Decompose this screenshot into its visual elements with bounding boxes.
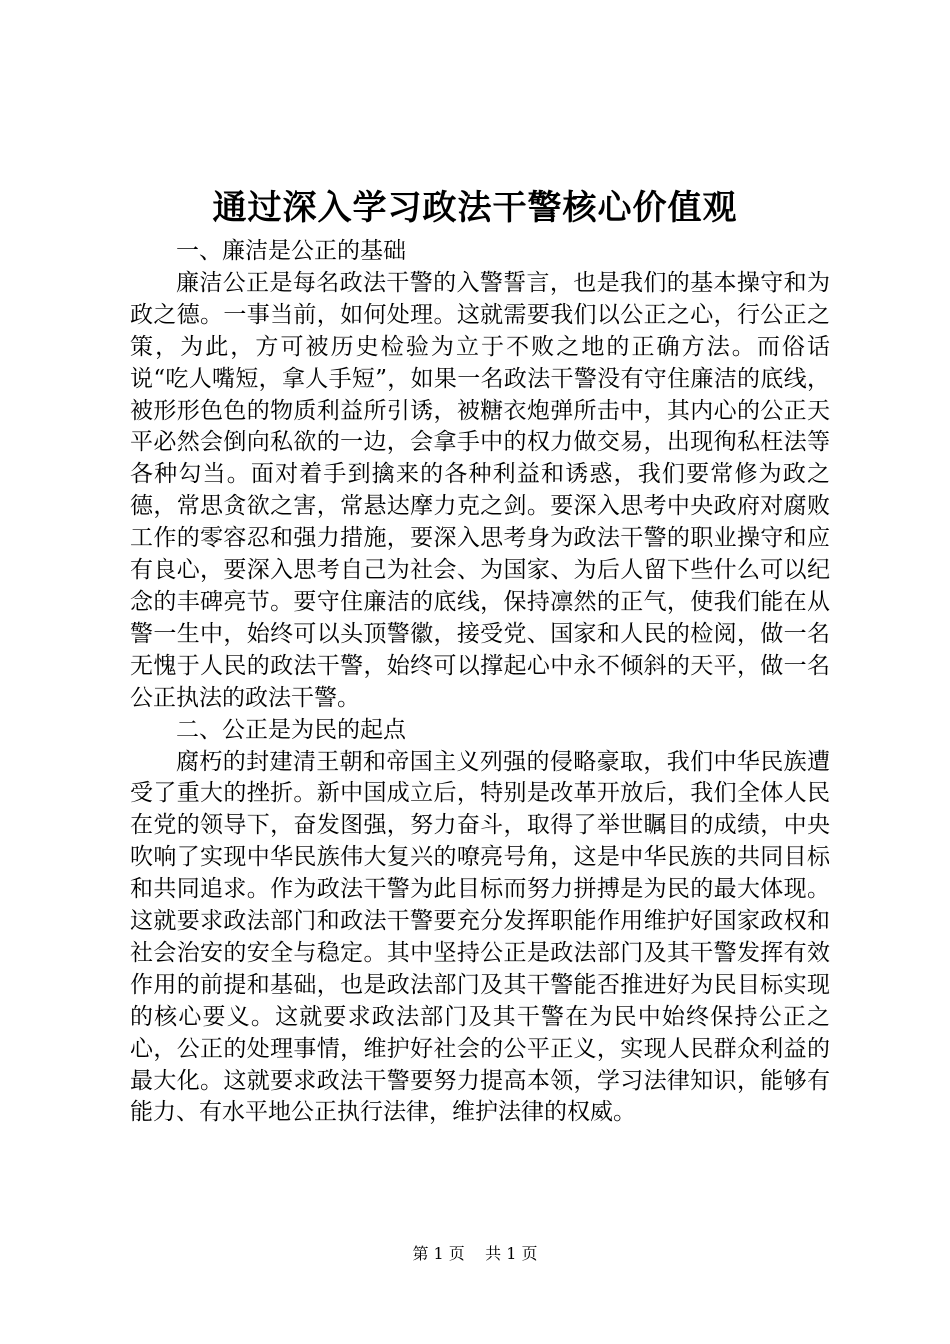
page-footer (0, 1242, 950, 1266)
section-heading-2: 二、公正是为民的起点 (176, 716, 406, 743)
total-pages: 共 1 页 (485, 1244, 538, 1263)
section-paragraph-2: 腐朽的封建清王朝和帝国主义列强的侵略豪取，我们中华民族遭受了重大的挫折。新中国成立后，特别是改革开放后，我们全体人民在党的领导下，奋发图强，努力奋斗，取得了举世瞩目的成绩，中央吹响了实现中华民族伟大复兴的嘹亮号角，这是中华民族的共同目标和共同追求。作为政法干警为此目标而努力拼搏是为民的最大体现。这就要求政法部门和政法干警要充分发挥职能作用维护好国家政权和社会治安的安全与稳定。其中坚持公正是政法部门及其干警发挥有效作用的前提和基础，也是政法部门及其干警能否推进好为民目标实现的核心要义。这就要求政法部门及其干警在为民中始终保持公正之心，公正的处理事情，维护好社会的公平正义，实现人民群众利益的最大化。这就要求政法干警要努力提高本领，学习法律知识，能够有能力、有水平地公正执行法律，维护法律的权威。 (130, 748, 830, 1126)
page-number: 第 1 页 (412, 1244, 465, 1263)
document-title: 通过深入学习政法干警核心价值观 (212, 188, 738, 228)
section-heading-1: 一、廉洁是公正的基础 (176, 238, 406, 264)
footer-separator (470, 1244, 480, 1263)
document-body (130, 236, 830, 1129)
section-paragraph-1: 廉洁公正是每名政法干警的入警誓言，也是我们的基本操守和为政之德。一事当前，如何处理。这就需要我们以公正之心，行公正之策，为此，方可被历史检验为立于不败之地的正确方法。而俗话说“吃人嘴短，拿人手短”，如果一名政法干警没有守住廉洁的底线，被形形色色的物质利益所引诱，被糖衣炮弹所击中，其内心的公正天平必然会倒向私欲的一边，会拿手中的权力做交易，出现徇私枉法等各种勾当。面对着手到擒来的各种利益和诱惑，我们要常修为政之德，常思贪欲之害，常悬达摩力克之剑。要深入思考中央政府对腐败工作的零容忍和强力措施，要深入思考身为政法干警的职业操守和应有良心，要深入思考自己为社会、为国家、为后人留下些什么可以纪念的丰碑亮节。要守住廉洁的底线，保持凛然的正气，使我们能在从警一生中，始终可以头顶警徽，接受党、国家和人民的检阅，做一名无愧于人民的政法干警，始终可以撑起心中永不倾斜的天平，做一名公正执法的政法干警。 (130, 269, 830, 711)
